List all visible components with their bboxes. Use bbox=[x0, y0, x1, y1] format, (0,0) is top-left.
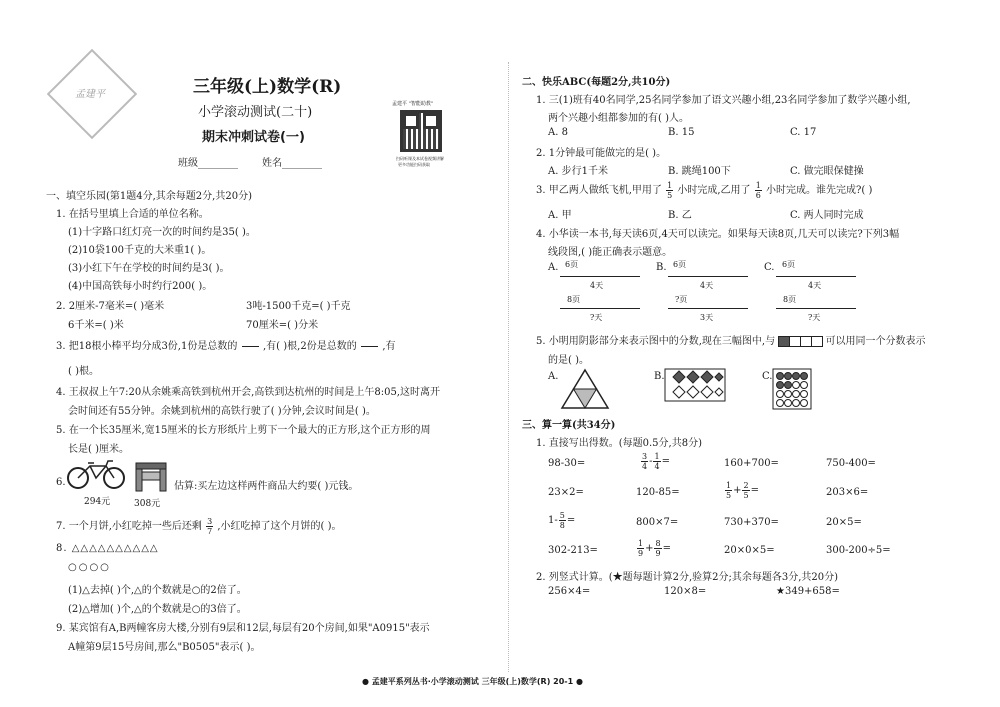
q9-line2: A幢第9层15号房间,那么"B0505"表示( )。 bbox=[68, 642, 261, 653]
r4-c-top-bar bbox=[776, 276, 856, 277]
r4-c-bot-right: ?天 bbox=[808, 313, 821, 322]
r4-opt-c-letter: C. bbox=[764, 262, 775, 273]
calc-r3c0: 302-213= bbox=[548, 545, 598, 556]
r4-a-bot-bar bbox=[560, 308, 640, 309]
r1-opt-c: C. 17 bbox=[790, 127, 817, 138]
r4-opt-b-letter: B. bbox=[656, 262, 667, 273]
vert-2: 120×8= bbox=[664, 586, 707, 597]
calc-r0c2: 160+700= bbox=[724, 458, 779, 469]
calc-r3c1-frac: $\frac{1}{9}$ + $\frac{8}{9}$ = bbox=[638, 539, 671, 558]
q7-fraction-3-7: $\frac{3}{7}$ bbox=[207, 517, 213, 536]
r1-line1: 1. 三(1)班有40名同学,25名同学参加了语文兴趣小组,23名同学参加了数学兴趣小组, bbox=[536, 95, 911, 106]
r4-a-top-label: 6页 bbox=[565, 260, 579, 269]
r4-a-bot-right: ?天 bbox=[590, 313, 603, 322]
q3-text-a: 3. 把18根小棒平均分成3份,1份是总数的 bbox=[56, 341, 238, 352]
r4-c-bot-bar bbox=[776, 308, 856, 309]
q8-triangles: 8. △△△△△△△△△△ bbox=[56, 543, 159, 554]
calc-r2c1: 800×7= bbox=[636, 517, 679, 528]
calc-r2c3: 20×5= bbox=[826, 517, 862, 528]
q7-line bbox=[56, 517, 342, 536]
q9-line1: 9. 某宾馆有A,B两幢客房大楼,分别有9层和12层,每层有20个房间,如果"A0915"表示 bbox=[56, 623, 430, 634]
r5-opt-a-letter: A. bbox=[548, 371, 559, 382]
calc-r0c1-frac: $\frac{3}{4}$ - $\frac{1}{4}$ = bbox=[642, 452, 670, 471]
r3-fraction-1-6: $\frac{1}{6}$ bbox=[755, 181, 761, 200]
q8-circles: ○○○○ bbox=[68, 562, 111, 573]
r4-a-top-bar bbox=[560, 276, 640, 277]
name-field: 姓名________ bbox=[262, 158, 322, 169]
r1-line2: 两个兴趣小组都参加的有( )人。 bbox=[548, 113, 689, 124]
r5-diamond-figure bbox=[664, 368, 726, 402]
page-footer: ● 孟建平系列丛书·小学滚动测试 三年级(上)数学(R) 20-1 ● bbox=[362, 677, 583, 686]
calc-r1c3: 203×6= bbox=[826, 487, 869, 498]
desk-image bbox=[133, 460, 169, 494]
calc-r0c3: 750-400= bbox=[826, 458, 876, 469]
q8-2: (2)△增加( )个,△的个数就是○的3倍了。 bbox=[68, 604, 247, 615]
q6-price-bicycle: 294元 bbox=[84, 497, 111, 507]
q2-a: 2. 2厘米-7毫米=( )毫米 bbox=[56, 301, 165, 312]
qr-code[interactable] bbox=[400, 110, 442, 152]
r3-opt-b: B. 乙 bbox=[668, 210, 692, 221]
r4-b-bot-label: ?页 bbox=[675, 295, 688, 304]
qr-caption-1: 扫码听课及本试卷视频讲解 bbox=[396, 156, 444, 161]
r2-stem: 2. 1分钟最可能做完的是( )。 bbox=[536, 148, 667, 159]
r3-text-c: 小时完成。谁先完成?( ) bbox=[766, 185, 873, 196]
section3-title: 三、算一算(共34分) bbox=[522, 420, 616, 431]
r5-triangle-figure bbox=[560, 368, 610, 410]
q3-line2: ( )根。 bbox=[68, 366, 99, 377]
r5-circles-figure bbox=[772, 368, 812, 410]
r4-c-top-label: 6页 bbox=[782, 260, 796, 269]
r4-line2: 线段图,( )能正确表示题意。 bbox=[548, 247, 673, 258]
r1-opt-b: B. 15 bbox=[668, 127, 695, 138]
calc-r3c2: 20×0×5= bbox=[724, 545, 775, 556]
section2-title: 二、快乐ABC(每题2分,共10分) bbox=[522, 77, 671, 88]
q3-text-b: ,有( )根,2份是总数的 bbox=[263, 341, 357, 352]
q8-1: (1)△去掉( )个,△的个数就是○的2倍了。 bbox=[68, 585, 247, 596]
q6-price-desk: 308元 bbox=[134, 499, 161, 509]
q2-c: 6千米=( )米 bbox=[68, 320, 124, 331]
exam-name: 期末冲刺试卷(一) bbox=[202, 130, 305, 145]
q1-1: (1)十字路口红灯亮一次的时间约是35( )。 bbox=[68, 227, 256, 238]
q1-2: (2)10袋100千克的大米重1( )。 bbox=[68, 245, 212, 256]
q1-3: (3)小红下午在学校的时间约是3( )。 bbox=[68, 263, 230, 274]
bicycle-image bbox=[66, 458, 126, 490]
test-subtitle: 小学滚动测试(二十) bbox=[198, 105, 313, 120]
q2-d: 70厘米=( )分米 bbox=[246, 320, 319, 331]
r3-opt-a: A. 甲 bbox=[548, 210, 572, 221]
seal-text: 孟建平 bbox=[75, 89, 105, 100]
r3-text-a: 3. 甲乙两人做纸飞机,甲用了 bbox=[536, 185, 662, 196]
r2-opt-b: B. 跳绳100下 bbox=[668, 166, 731, 177]
r4-line1: 4. 小华读一本书,每天读6页,4天可以读完。如果每天读8页,几天可以读完?下列3幅 bbox=[536, 229, 900, 240]
r3-stem bbox=[536, 181, 872, 200]
q5-line2: 长是( )厘米。 bbox=[68, 444, 129, 455]
vert-3: ★349+658= bbox=[776, 586, 840, 597]
r4-a-top-right: 4天 bbox=[590, 281, 604, 290]
r2-opt-c: C. 做完眼保健操 bbox=[790, 166, 864, 177]
r3-text-b: 小时完成,乙用了 bbox=[677, 185, 751, 196]
s1-stem: 1. 直接写出得数。(每题0.5分,共8分) bbox=[536, 438, 702, 449]
r5-line1 bbox=[536, 332, 925, 347]
q6-text: 估算:买左边这样两件商品大约要( )元钱。 bbox=[174, 481, 359, 492]
q3-blank-fraction-2[interactable] bbox=[361, 337, 378, 356]
r4-b-top-right: 4天 bbox=[700, 281, 714, 290]
q7-text-b: ,小红吃掉了这个月饼的( )。 bbox=[217, 521, 342, 532]
class-field: 班级________ bbox=[178, 158, 238, 169]
q6-number: 6. bbox=[56, 477, 66, 488]
section1-title: 一、填空乐园(第1题4分,其余每题2分,共20分) bbox=[46, 191, 252, 202]
calc-r1c0: 23×2= bbox=[548, 487, 584, 498]
calc-r1c1: 120-85= bbox=[636, 487, 680, 498]
r5-opt-b-letter: B. bbox=[654, 371, 665, 382]
r4-opt-a-letter: A. bbox=[548, 262, 559, 273]
q3-line1 bbox=[56, 337, 396, 356]
r3-fraction-1-5: $\frac{1}{5}$ bbox=[667, 181, 673, 200]
column-divider bbox=[508, 62, 509, 672]
q1-4: (4)中国高铁每小时约行200( )。 bbox=[68, 281, 213, 292]
r4-b-top-bar bbox=[668, 276, 748, 277]
s2-stem: 2. 列竖式计算。(★题每题计算2分,验算2分;其余每题各3分,共20分) bbox=[536, 572, 839, 583]
q7-text-a: 7. 一个月饼,小红吃掉一些后还剩 bbox=[56, 521, 202, 532]
qr-top-caption: 孟建平 "智能助教" bbox=[392, 101, 434, 107]
r4-b-top-label: 6页 bbox=[673, 260, 687, 269]
r4-b-bot-right: 3天 bbox=[700, 313, 714, 322]
q4-line1: 4. 王叔叔上午7:20从余姚乘高铁到杭州开会,高铁到达杭州的时间是上午8:05,这时离开 bbox=[56, 387, 440, 398]
r5-opt-c-letter: C. bbox=[762, 371, 773, 382]
q2-b: 3吨-1500千克=( )千克 bbox=[246, 301, 351, 312]
r4-a-bot-label: 8页 bbox=[567, 295, 581, 304]
page-title: 三年级(上)数学(R) bbox=[193, 77, 342, 97]
vert-1: 256×4= bbox=[548, 586, 591, 597]
q4-line2: 会时间还有55分钟。余姚到杭州的高铁行驶了( )分钟,会议时间是( )。 bbox=[68, 406, 376, 417]
qr-caption-2: 更多功能扫码获取 bbox=[398, 162, 430, 167]
r1-opt-a: A. 8 bbox=[548, 127, 568, 138]
r2-opt-a: A. 步行1千米 bbox=[548, 166, 608, 177]
q1-stem: 1. 在括号里填上合适的单位名称。 bbox=[56, 209, 209, 220]
calc-r2c2: 730+370= bbox=[724, 517, 779, 528]
q5-line1: 5. 在一个长35厘米,宽15厘米的长方形纸片上剪下一个最大的正方形,这个正方形的周 bbox=[56, 425, 431, 436]
r5-text-b: 可以用同一个分数表示 bbox=[825, 336, 926, 347]
r4-c-top-right: 4天 bbox=[808, 281, 822, 290]
q3-blank-fraction-1[interactable] bbox=[242, 337, 259, 356]
r4-b-bot-bar bbox=[668, 308, 748, 309]
calc-r1c2-frac: $\frac{1}{5}$ + $\frac{2}{5}$ = bbox=[726, 481, 759, 500]
r3-opt-c: C. 两人同时完成 bbox=[790, 210, 864, 221]
r5-text-a: 5. 小明用阴影部分来表示图中的分数,现在三幅图中,与 bbox=[536, 336, 776, 347]
r5-line2: 的是( )。 bbox=[548, 355, 589, 366]
calc-r2c0-frac: 1- $\frac{5}{8}$ = bbox=[548, 511, 576, 530]
q3-text-c: ,有 bbox=[382, 341, 396, 352]
calc-r0c0: 98-30= bbox=[548, 458, 586, 469]
r4-c-bot-label: 8页 bbox=[783, 295, 797, 304]
calc-r3c3: 300-200÷5= bbox=[826, 545, 891, 556]
r5-box-figure bbox=[778, 336, 822, 347]
